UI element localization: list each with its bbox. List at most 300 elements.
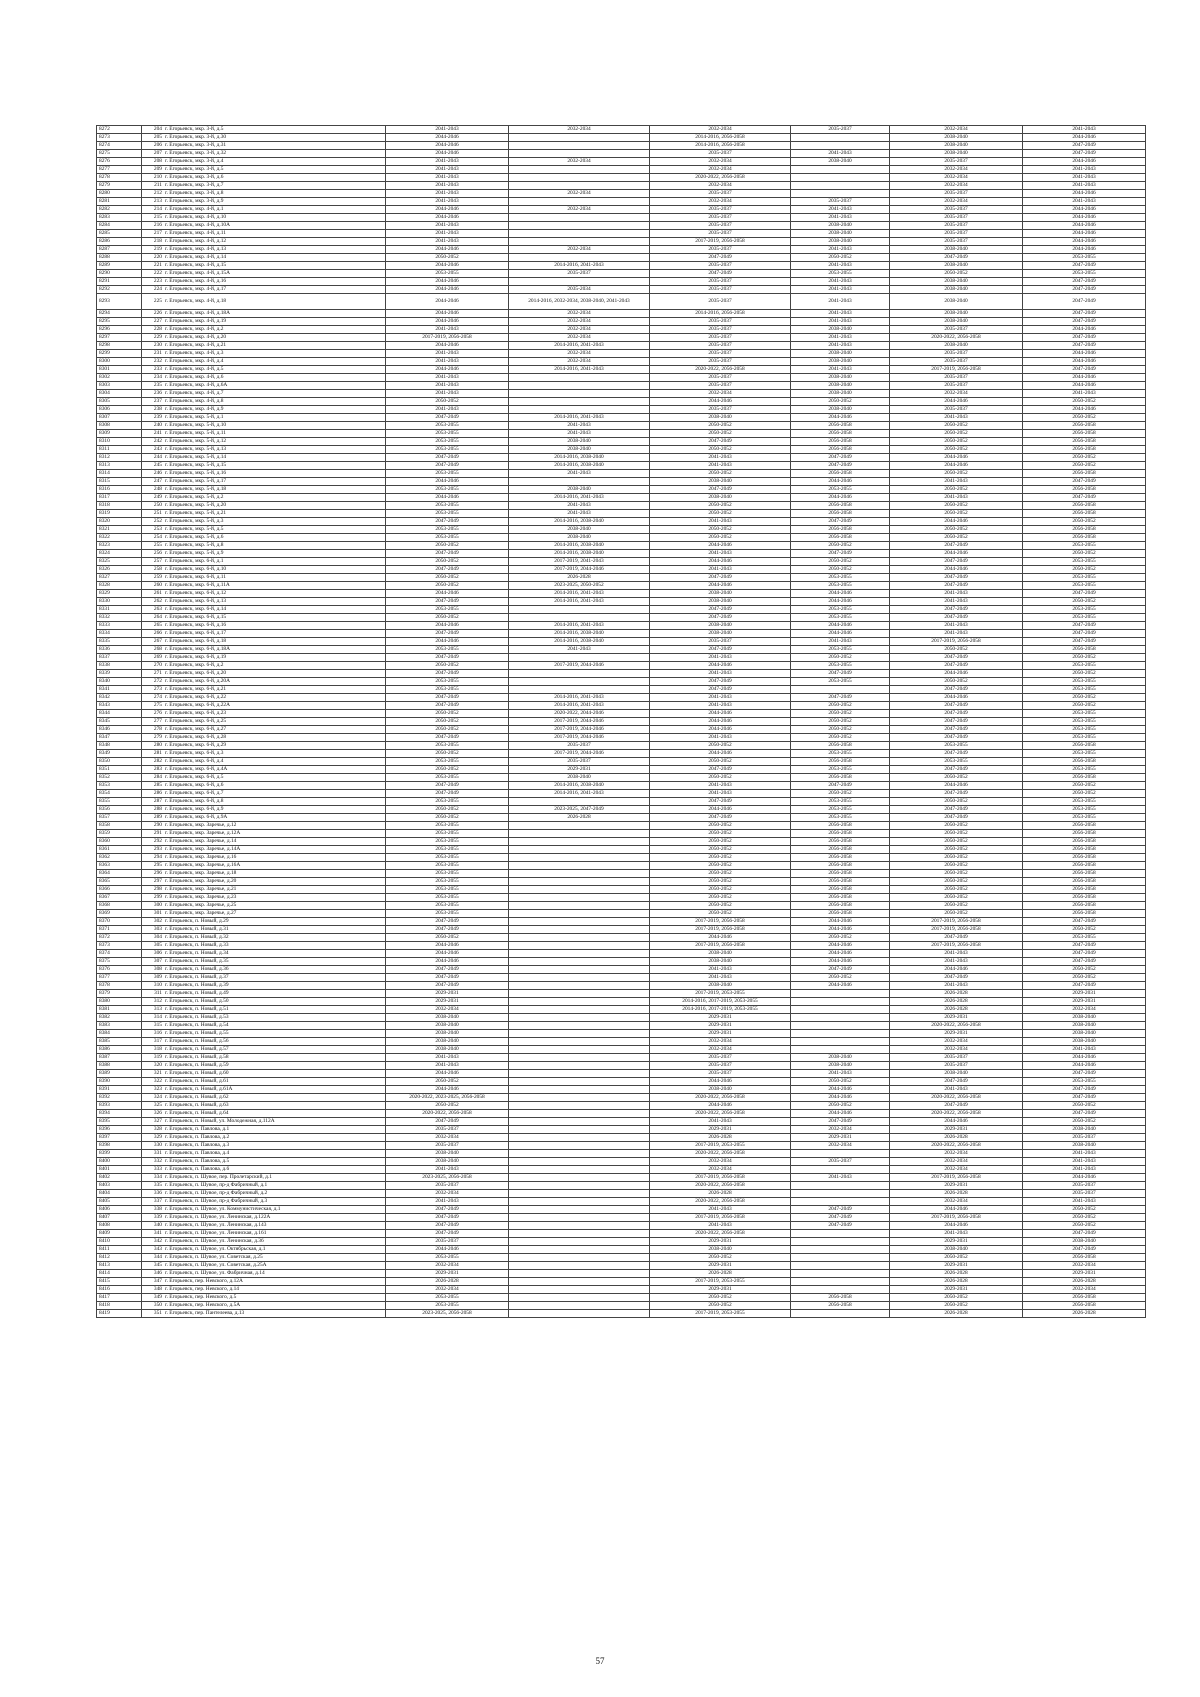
period-cell-5: 2032-2034 (890, 1150, 1023, 1158)
period-cell-3: 2050-2052 (650, 822, 791, 830)
period-cell-4: 2041-2043 (791, 150, 890, 158)
period-cell-1: 2047-2049 (386, 454, 509, 462)
row-number-cell: 251 (142, 510, 164, 518)
address-cell: г. Егорьевск, мкр. 6-й, д.18А (163, 646, 386, 654)
row-id-cell: 8326 (97, 566, 142, 574)
period-cell-3: 2050-2052 (650, 862, 791, 870)
table-row (97, 774, 1146, 782)
period-cell-6: 2053-2055 (1023, 254, 1146, 262)
row-id-cell: 8416 (97, 1286, 142, 1294)
period-cell-4: 2041-2043 (791, 318, 890, 326)
period-cell-2: 2023-2025, 2050-2052 (509, 582, 650, 590)
row-id-cell: 8373 (97, 942, 142, 950)
table-row (97, 262, 1146, 270)
period-cell-6: 2050-2052 (1023, 966, 1146, 974)
period-cell-5: 2038-2040 (890, 246, 1023, 254)
period-cell-4: 2038-2040 (791, 358, 890, 366)
period-cell-3: 2044-2046 (650, 710, 791, 718)
period-cell-2: 2041-2043 (509, 510, 650, 518)
period-cell-6: 2041-2043 (1023, 1150, 1146, 1158)
period-cell-4: 2056-2058 (791, 910, 890, 918)
period-cell-2 (509, 1166, 650, 1174)
period-cell-3: 2029-2031 (650, 1014, 791, 1022)
table-row (97, 742, 1146, 750)
row-id-cell: 8410 (97, 1238, 142, 1246)
period-cell-3: 2035-2037 (650, 318, 791, 326)
period-cell-1: 2047-2049 (386, 518, 509, 526)
table-row (97, 1238, 1146, 1246)
period-cell-2: 2035-2037 (509, 758, 650, 766)
period-cell-3: 2047-2049 (650, 438, 791, 446)
period-cell-4 (791, 1150, 890, 1158)
period-cell-6: 2056-2058 (1023, 486, 1146, 494)
row-number-cell: 285 (142, 782, 164, 790)
row-number-cell: 293 (142, 846, 164, 854)
period-cell-2: 2035-2037 (509, 270, 650, 278)
period-cell-4: 2053-2055 (791, 750, 890, 758)
period-cell-5: 2029-2031 (890, 1182, 1023, 1190)
period-cell-2 (509, 134, 650, 142)
table-row (97, 798, 1146, 806)
period-cell-2 (509, 1174, 650, 1182)
row-number-cell: 223 (142, 278, 164, 286)
period-cell-2 (509, 1086, 650, 1094)
address-cell: г. Егорьевск, мкр. 4-й, д.15А (163, 270, 386, 278)
period-cell-3: 2014-2016, 2056-2058 (650, 134, 791, 142)
period-cell-5: 2026-2028 (890, 990, 1023, 998)
table-row (97, 630, 1146, 638)
period-cell-3: 2020-2022, 2056-2058 (650, 1230, 791, 1238)
period-cell-1: 2050-2052 (386, 582, 509, 590)
table-row (97, 934, 1146, 942)
period-cell-5: 2029-2031 (890, 1014, 1023, 1022)
period-cell-6: 2029-2031 (1023, 998, 1146, 1006)
row-id-cell: 8277 (97, 166, 142, 174)
period-cell-6: 2056-2058 (1023, 1294, 1146, 1302)
table-row (97, 230, 1146, 238)
period-cell-4: 2038-2040 (791, 222, 890, 230)
address-cell: г. Егорьевск, мкр. 5-й, д.8 (163, 542, 386, 550)
period-cell-1: 2044-2046 (386, 1086, 509, 1094)
period-cell-6: 2044-2046 (1023, 382, 1146, 390)
period-cell-3: 2041-2043 (650, 550, 791, 558)
row-number-cell: 336 (142, 1190, 164, 1198)
row-number-cell: 232 (142, 358, 164, 366)
period-cell-6: 2047-2049 (1023, 982, 1146, 990)
address-cell: г. Егорьевск, мкр. 5-й, д.18 (163, 486, 386, 494)
row-id-cell: 8337 (97, 654, 142, 662)
period-cell-6: 2056-2058 (1023, 742, 1146, 750)
period-cell-3: 2035-2037 (650, 342, 791, 350)
period-cell-3: 2041-2043 (650, 790, 791, 798)
period-cell-2 (509, 1014, 650, 1022)
period-cell-1: 2053-2055 (386, 526, 509, 534)
period-cell-4: 2041-2043 (791, 334, 890, 342)
page-number: 57 (595, 1656, 605, 1666)
table-row (97, 1278, 1146, 1286)
period-cell-6: 2047-2049 (1023, 366, 1146, 374)
period-cell-4: 2053-2055 (791, 606, 890, 614)
period-cell-1: 2041-2043 (386, 382, 509, 390)
table-row (97, 846, 1146, 854)
period-cell-4: 2050-2052 (791, 702, 890, 710)
row-number-cell: 341 (142, 1230, 164, 1238)
period-cell-2: 2017-2019, 2044-2046 (509, 718, 650, 726)
period-cell-6: 2053-2055 (1023, 734, 1146, 742)
table-row (97, 462, 1146, 470)
period-cell-5: 2035-2037 (890, 358, 1023, 366)
row-number-cell: 249 (142, 494, 164, 502)
period-cell-4: 2044-2046 (791, 630, 890, 638)
period-cell-4 (791, 1246, 890, 1254)
period-cell-2 (509, 1222, 650, 1230)
row-id-cell: 8343 (97, 702, 142, 710)
table-row (97, 1070, 1146, 1078)
period-cell-4: 2053-2055 (791, 814, 890, 822)
period-cell-3: 2035-2037 (650, 286, 791, 294)
period-cell-6: 2050-2052 (1023, 790, 1146, 798)
period-cell-2 (509, 798, 650, 806)
row-id-cell: 8303 (97, 382, 142, 390)
address-cell: г. Егорьевск, мкр. Заречье, д.20 (163, 878, 386, 886)
period-cell-6: 2050-2052 (1023, 782, 1146, 790)
period-cell-5: 2047-2049 (890, 750, 1023, 758)
period-cell-1: 2044-2046 (386, 950, 509, 958)
period-cell-1: 2047-2049 (386, 926, 509, 934)
row-id-cell: 8314 (97, 470, 142, 478)
period-cell-6: 2044-2046 (1023, 350, 1146, 358)
row-number-cell: 316 (142, 1030, 164, 1038)
period-cell-1: 2050-2052 (386, 1102, 509, 1110)
period-cell-2 (509, 838, 650, 846)
row-id-cell: 8310 (97, 438, 142, 446)
row-number-cell: 319 (142, 1054, 164, 1062)
period-cell-1: 2047-2049 (386, 694, 509, 702)
period-cell-5: 2038-2040 (890, 318, 1023, 326)
period-cell-3: 2035-2037 (650, 350, 791, 358)
period-cell-6: 2041-2043 (1023, 126, 1146, 134)
period-cell-3: 2026-2028 (650, 1190, 791, 1198)
period-cell-6: 2047-2049 (1023, 494, 1146, 502)
row-id-cell: 8287 (97, 246, 142, 254)
period-cell-1: 2050-2052 (386, 1078, 509, 1086)
address-cell: г. Егорьевск, пер. Невского, д.5А (163, 1302, 386, 1310)
table-row (97, 1118, 1146, 1126)
period-cell-5: 2032-2034 (890, 126, 1023, 134)
row-number-cell: 291 (142, 830, 164, 838)
period-cell-4 (791, 1190, 890, 1198)
row-number-cell: 324 (142, 1094, 164, 1102)
period-cell-2 (509, 1142, 650, 1150)
period-cell-6: 2056-2058 (1023, 830, 1146, 838)
period-cell-6: 2047-2049 (1023, 310, 1146, 318)
period-cell-2: 2041-2043 (509, 502, 650, 510)
row-id-cell: 8395 (97, 1118, 142, 1126)
period-cell-1: 2053-2055 (386, 510, 509, 518)
row-id-cell: 8372 (97, 934, 142, 942)
period-cell-2 (509, 1158, 650, 1166)
period-cell-6: 2044-2046 (1023, 1054, 1146, 1062)
row-id-cell: 8383 (97, 1022, 142, 1030)
period-cell-2 (509, 1294, 650, 1302)
period-cell-1: 2038-2040 (386, 1022, 509, 1030)
table-row (97, 654, 1146, 662)
address-cell: г. Егорьевск, мкр. 5-й, д.6 (163, 534, 386, 542)
period-cell-6: 2029-2031 (1023, 990, 1146, 998)
period-cell-5: 2044-2046 (890, 694, 1023, 702)
period-cell-5: 2017-2019, 2056-2058 (890, 942, 1023, 950)
row-id-cell: 8413 (97, 1262, 142, 1270)
row-number-cell: 309 (142, 974, 164, 982)
period-cell-3: 2044-2046 (650, 582, 791, 590)
period-cell-6: 2050-2052 (1023, 694, 1146, 702)
period-cell-3: 2032-2034 (650, 158, 791, 166)
period-cell-3: 2032-2034 (650, 182, 791, 190)
period-cell-1: 2053-2055 (386, 438, 509, 446)
address-cell: г. Егорьевск, п. Новый, д.57 (163, 1046, 386, 1054)
row-number-cell: 208 (142, 158, 164, 166)
period-cell-6: 2041-2043 (1023, 1158, 1146, 1166)
row-id-cell: 8364 (97, 870, 142, 878)
address-cell: г. Егорьевск, мкр. 6-й, д.15 (163, 614, 386, 622)
period-cell-1: 2050-2052 (386, 574, 509, 582)
row-id-cell: 8412 (97, 1254, 142, 1262)
period-cell-2 (509, 406, 650, 414)
row-number-cell: 262 (142, 598, 164, 606)
row-id-cell: 8338 (97, 662, 142, 670)
table-row (97, 222, 1146, 230)
address-cell: г. Егорьевск, п. Новый, д.61А (163, 1086, 386, 1094)
row-number-cell: 329 (142, 1134, 164, 1142)
period-cell-3: 2038-2040 (650, 590, 791, 598)
table-row (97, 534, 1146, 542)
table-row (97, 430, 1146, 438)
table-row (97, 862, 1146, 870)
period-cell-4: 2056-2058 (791, 430, 890, 438)
period-cell-5: 2041-2043 (890, 950, 1023, 958)
period-cell-4: 2047-2049 (791, 670, 890, 678)
period-cell-6: 2056-2058 (1023, 446, 1146, 454)
period-cell-3: 2017-2019, 2056-2058 (650, 942, 791, 950)
period-cell-4: 2047-2049 (791, 966, 890, 974)
period-cell-1: 2047-2049 (386, 734, 509, 742)
period-cell-5: 2038-2040 (890, 1246, 1023, 1254)
period-cell-1: 2047-2049 (386, 782, 509, 790)
period-cell-3: 2038-2040 (650, 494, 791, 502)
period-cell-5: 2050-2052 (890, 854, 1023, 862)
row-number-cell: 292 (142, 838, 164, 846)
period-cell-1: 2047-2049 (386, 702, 509, 710)
table-row (97, 1142, 1146, 1150)
row-id-cell: 8332 (97, 614, 142, 622)
period-cell-1: 2044-2046 (386, 1246, 509, 1254)
period-cell-5: 2047-2049 (890, 718, 1023, 726)
table-row (97, 390, 1146, 398)
period-cell-4: 2050-2052 (791, 974, 890, 982)
table-row (97, 1110, 1146, 1118)
period-cell-1: 2044-2046 (386, 622, 509, 630)
address-cell: г. Егорьевск, мкр. 4-й, д.18 (163, 294, 386, 310)
row-id-cell: 8354 (97, 790, 142, 798)
period-cell-4: 2044-2046 (791, 1086, 890, 1094)
period-cell-3: 2038-2040 (650, 1246, 791, 1254)
period-cell-3: 2047-2049 (650, 678, 791, 686)
period-cell-4: 2038-2040 (791, 230, 890, 238)
period-cell-4: 2038-2040 (791, 1062, 890, 1070)
row-number-cell: 237 (142, 398, 164, 406)
row-id-cell: 8327 (97, 574, 142, 582)
row-id-cell: 8419 (97, 1310, 142, 1318)
row-number-cell: 230 (142, 342, 164, 350)
row-id-cell: 8293 (97, 294, 142, 310)
table-row (97, 1214, 1146, 1222)
period-cell-5: 2038-2040 (890, 1070, 1023, 1078)
row-number-cell: 325 (142, 1102, 164, 1110)
period-cell-4: 2047-2049 (791, 1222, 890, 1230)
period-cell-6: 2044-2046 (1023, 206, 1146, 214)
row-id-cell: 8376 (97, 966, 142, 974)
period-cell-2 (509, 1278, 650, 1286)
period-cell-1: 2053-2055 (386, 1294, 509, 1302)
row-id-cell: 8399 (97, 1150, 142, 1158)
period-cell-3: 2017-2019, 2056-2058 (650, 926, 791, 934)
period-cell-5: 2026-2028 (890, 1310, 1023, 1318)
period-cell-1: 2035-2037 (386, 1182, 509, 1190)
address-cell: г. Егорьевск, мкр. 5-й, д.14 (163, 454, 386, 462)
table-row (97, 342, 1146, 350)
row-number-cell: 332 (142, 1158, 164, 1166)
period-cell-3: 2047-2049 (650, 270, 791, 278)
row-number-cell: 257 (142, 558, 164, 566)
period-cell-6: 2047-2049 (1023, 278, 1146, 286)
period-cell-1: 2041-2043 (386, 326, 509, 334)
period-cell-4: 2044-2046 (791, 942, 890, 950)
row-number-cell: 335 (142, 1182, 164, 1190)
period-cell-3: 2041-2043 (650, 734, 791, 742)
period-cell-6: 2053-2055 (1023, 766, 1146, 774)
row-id-cell: 8417 (97, 1294, 142, 1302)
period-cell-3: 2035-2037 (650, 214, 791, 222)
address-cell: г. Егорьевск, мкр. 5-й, д.13 (163, 446, 386, 454)
period-cell-4: 2044-2046 (791, 414, 890, 422)
period-cell-1: 2053-2055 (386, 910, 509, 918)
period-cell-4 (791, 142, 890, 150)
period-cell-2 (509, 1022, 650, 1030)
table-row (97, 446, 1146, 454)
row-id-cell: 8394 (97, 1110, 142, 1118)
period-cell-4: 2041-2043 (791, 1174, 890, 1182)
period-cell-5: 2050-2052 (890, 422, 1023, 430)
period-cell-2 (509, 1110, 650, 1118)
period-cell-2 (509, 846, 650, 854)
period-cell-3: 2050-2052 (650, 1294, 791, 1302)
address-cell: г. Егорьевск, мкр. 6-й, д.17 (163, 630, 386, 638)
period-cell-6: 2053-2055 (1023, 686, 1146, 694)
row-number-cell: 270 (142, 662, 164, 670)
address-cell: г. Егорьевск, п. Новый, д.54 (163, 1022, 386, 1030)
period-cell-1: 2053-2055 (386, 422, 509, 430)
period-cell-3: 2035-2037 (650, 246, 791, 254)
address-cell: г. Егорьевск, мкр. 4-й, д.12 (163, 238, 386, 246)
period-cell-1: 2017-2019, 2056-2058 (386, 334, 509, 342)
period-cell-1: 2050-2052 (386, 558, 509, 566)
row-number-cell: 304 (142, 934, 164, 942)
row-id-cell: 8349 (97, 750, 142, 758)
period-cell-4 (791, 166, 890, 174)
period-cell-1: 2044-2046 (386, 366, 509, 374)
period-cell-1: 2044-2046 (386, 310, 509, 318)
period-cell-2 (509, 1054, 650, 1062)
period-cell-2: 2032-2034 (509, 350, 650, 358)
period-cell-4: 2038-2040 (791, 326, 890, 334)
period-cell-3: 2035-2037 (650, 382, 791, 390)
row-number-cell: 294 (142, 854, 164, 862)
address-cell: г. Егорьевск, мкр. 5-й, д.3 (163, 518, 386, 526)
period-cell-2: 2020-2022, 2044-2046 (509, 710, 650, 718)
period-cell-3: 2020-2022, 2056-2058 (650, 366, 791, 374)
period-cell-4: 2056-2058 (791, 526, 890, 534)
period-cell-3: 2050-2052 (650, 910, 791, 918)
period-cell-5: 2020-2022, 2056-2058 (890, 1110, 1023, 1118)
period-cell-1: 2053-2055 (386, 1302, 509, 1310)
period-cell-2 (509, 398, 650, 406)
period-cell-5: 2047-2049 (890, 806, 1023, 814)
table-row (97, 750, 1146, 758)
period-cell-5: 2050-2052 (890, 510, 1023, 518)
table-row (97, 790, 1146, 798)
period-cell-4: 2050-2052 (791, 654, 890, 662)
period-cell-3: 2038-2040 (650, 598, 791, 606)
row-id-cell: 8357 (97, 814, 142, 822)
row-id-cell: 8298 (97, 342, 142, 350)
period-cell-4 (791, 1286, 890, 1294)
period-cell-3: 2038-2040 (650, 958, 791, 966)
period-cell-2: 2017-2019, 2041-2043 (509, 558, 650, 566)
period-cell-4: 2056-2058 (791, 534, 890, 542)
table-row (97, 710, 1146, 718)
table-row (97, 190, 1146, 198)
period-cell-5: 2032-2034 (890, 1166, 1023, 1174)
table-row (97, 382, 1146, 390)
row-id-cell: 8335 (97, 638, 142, 646)
period-cell-2: 2041-2043 (509, 470, 650, 478)
period-cell-6: 2056-2058 (1023, 886, 1146, 894)
row-id-cell: 8325 (97, 558, 142, 566)
table-row (97, 166, 1146, 174)
period-cell-6: 2047-2049 (1023, 342, 1146, 350)
table-row (97, 998, 1146, 1006)
period-cell-1: 2053-2055 (386, 606, 509, 614)
row-number-cell: 238 (142, 406, 164, 414)
table-row (97, 582, 1146, 590)
row-id-cell: 8324 (97, 550, 142, 558)
period-cell-5: 2050-2052 (890, 502, 1023, 510)
period-cell-3: 2014-2016, 2017-2019, 2053-2055 (650, 1006, 791, 1014)
address-cell: г. Егорьевск, мкр. 6-й, д.23 (163, 710, 386, 718)
period-cell-3: 2050-2052 (650, 1254, 791, 1262)
period-cell-5: 2044-2046 (890, 518, 1023, 526)
row-id-cell: 8294 (97, 310, 142, 318)
period-cell-5: 2035-2037 (890, 1054, 1023, 1062)
row-number-cell: 234 (142, 374, 164, 382)
period-cell-6: 2053-2055 (1023, 806, 1146, 814)
table-row (97, 982, 1146, 990)
period-cell-6: 2056-2058 (1023, 774, 1146, 782)
period-cell-3: 2032-2034 (650, 1166, 791, 1174)
period-cell-6: 2035-2037 (1023, 1190, 1146, 1198)
row-number-cell: 275 (142, 702, 164, 710)
period-cell-3: 2035-2037 (650, 326, 791, 334)
